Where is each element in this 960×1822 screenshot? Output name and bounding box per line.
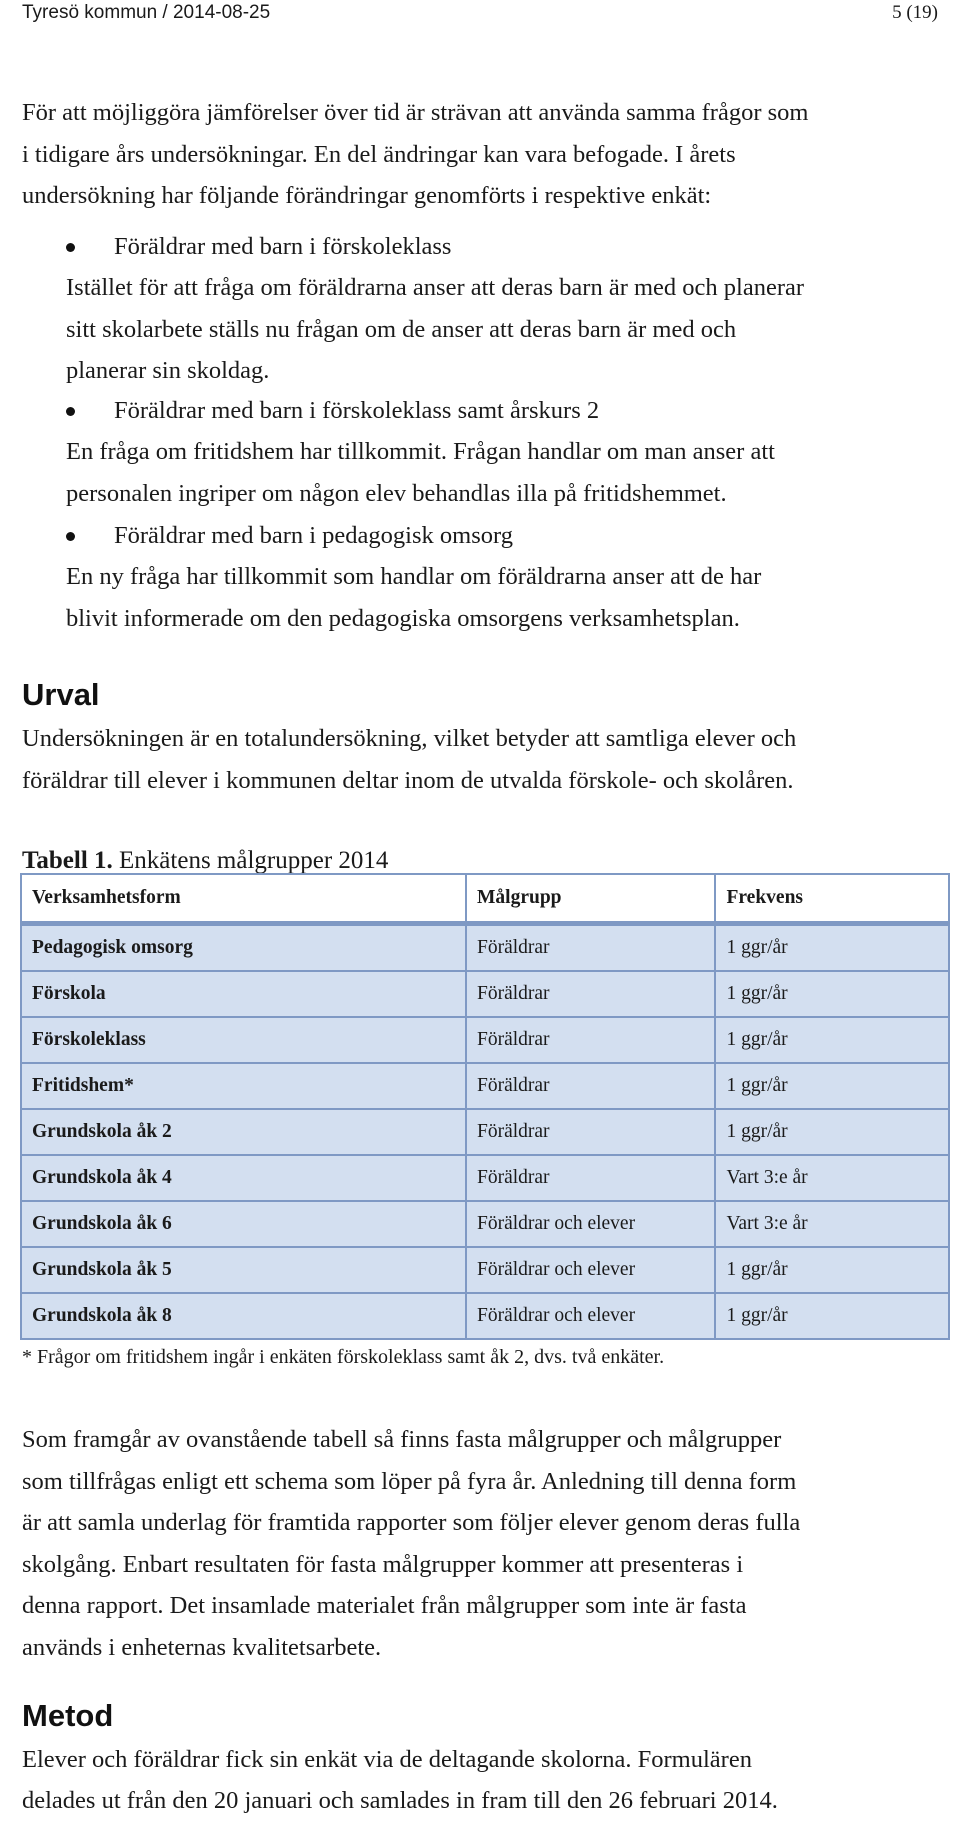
cell-verksamhetsform: Förskola bbox=[21, 971, 466, 1017]
urval-line: föräldrar till elever i kommunen deltar inom de utvalda förskole- och skolåren. bbox=[22, 767, 794, 794]
change-line: Istället för att fråga om föräldrarna anser att deras barn är med och planerar bbox=[66, 274, 805, 301]
body-line: används i enheternas kvalitetsarbete. bbox=[22, 1634, 382, 1661]
cell-frekvens: Vart 3:e år bbox=[715, 1201, 949, 1247]
column-header: Verksamhetsform bbox=[21, 874, 466, 924]
change-line: sitt skolarbete ställs nu frågan om de anser att deras barn är med och bbox=[66, 316, 737, 343]
change-title: Föräldrar med barn i förskoleklass samt årskurs 2 bbox=[114, 397, 600, 424]
body-line: som tillfrågas enligt ett schema som löper på fyra år. Anledning till denna form bbox=[22, 1468, 797, 1495]
table-row bbox=[21, 1017, 949, 1063]
table-caption-text: Enkätens målgrupper 2014 bbox=[112, 847, 389, 874]
cell-verksamhetsform: Fritidshem* bbox=[21, 1063, 466, 1109]
column-header: Målgrupp bbox=[466, 874, 715, 924]
change-title: Föräldrar med barn i förskoleklass bbox=[114, 233, 452, 260]
table-footnote: * Frågor om fritidshem ingår i enkäten förskoleklass samt åk 2, dvs. två enkäter. bbox=[22, 1346, 665, 1368]
table-caption-label: Tabell 1. bbox=[22, 847, 113, 874]
metod-line: Elever och föräldrar fick sin enkät via de deltagande skolorna. Formulären bbox=[22, 1746, 752, 1773]
cell-frekvens: 1 ggr/år bbox=[715, 1017, 949, 1063]
bullet-icon bbox=[66, 532, 75, 541]
section-heading-urval: Urval bbox=[22, 677, 100, 712]
table-row bbox=[21, 1109, 949, 1155]
column-header: Frekvens bbox=[715, 874, 949, 924]
bullet-icon bbox=[66, 243, 75, 252]
header-org-date: Tyresö kommun / 2014-08-25 bbox=[22, 2, 271, 23]
cell-frekvens: 1 ggr/år bbox=[715, 1293, 949, 1339]
metod-line: delades ut från den 20 januari och samlades in fram till den 26 februari 2014. bbox=[22, 1787, 778, 1814]
cell-malgrupp: Föräldrar bbox=[466, 1017, 715, 1063]
body-line: Som framgår av ovanstående tabell så finns fasta målgrupper och målgrupper bbox=[22, 1426, 782, 1453]
cell-frekvens: 1 ggr/år bbox=[715, 971, 949, 1017]
intro-line: För att möjliggöra jämförelser över tid är strävan att använda samma frågor som bbox=[22, 99, 809, 126]
cell-malgrupp: Föräldrar bbox=[466, 1109, 715, 1155]
cell-verksamhetsform: Grundskola åk 8 bbox=[21, 1293, 466, 1339]
body-line: denna rapport. Det insamlade materialet från målgrupper som inte är fasta bbox=[22, 1592, 747, 1619]
change-line: En fråga om fritidshem har tillkommit. Frågan handlar om man anser att bbox=[66, 438, 775, 465]
intro-line: i tidigare års undersökningar. En del ändringar kan vara befogade. I årets bbox=[22, 141, 736, 168]
cell-frekvens: 1 ggr/år bbox=[715, 1063, 949, 1109]
change-line: planerar sin skoldag. bbox=[66, 357, 270, 384]
table-row bbox=[21, 1155, 949, 1201]
page-number: 5 (19) bbox=[892, 2, 938, 23]
table-row bbox=[21, 1063, 949, 1109]
body-line: skolgång. Enbart resultaten för fasta målgrupper kommer att presenteras i bbox=[22, 1551, 744, 1578]
cell-verksamhetsform: Pedagogisk omsorg bbox=[21, 924, 466, 972]
table-caption bbox=[22, 846, 388, 876]
cell-frekvens: 1 ggr/år bbox=[715, 1247, 949, 1293]
cell-verksamhetsform: Grundskola åk 2 bbox=[21, 1109, 466, 1155]
cell-frekvens: 1 ggr/år bbox=[715, 1109, 949, 1155]
cell-malgrupp: Föräldrar bbox=[466, 924, 715, 972]
cell-verksamhetsform: Grundskola åk 5 bbox=[21, 1247, 466, 1293]
cell-malgrupp: Föräldrar bbox=[466, 1155, 715, 1201]
intro-line: undersökning har följande förändringar genomförts i respektive enkät: bbox=[22, 182, 712, 209]
cell-verksamhetsform: Grundskola åk 4 bbox=[21, 1155, 466, 1201]
target-groups-table bbox=[20, 873, 950, 1340]
page-header bbox=[22, 0, 938, 27]
cell-verksamhetsform: Grundskola åk 6 bbox=[21, 1201, 466, 1247]
cell-frekvens: Vart 3:e år bbox=[715, 1155, 949, 1201]
urval-line: Undersökningen är en totalundersökning, vilket betyder att samtliga elever och bbox=[22, 725, 797, 752]
cell-malgrupp: Föräldrar och elever bbox=[466, 1247, 715, 1293]
change-line: blivit informerade om den pedagogiska omsorgens verksamhetsplan. bbox=[66, 605, 740, 632]
table-row bbox=[21, 1201, 949, 1247]
cell-malgrupp: Föräldrar bbox=[466, 971, 715, 1017]
table-row bbox=[21, 971, 949, 1017]
section-heading-metod: Metod bbox=[22, 1698, 114, 1733]
cell-malgrupp: Föräldrar och elever bbox=[466, 1201, 715, 1247]
table-row bbox=[21, 924, 949, 972]
change-title: Föräldrar med barn i pedagogisk omsorg bbox=[114, 522, 513, 549]
cell-malgrupp: Föräldrar bbox=[466, 1063, 715, 1109]
cell-frekvens: 1 ggr/år bbox=[715, 924, 949, 972]
change-line: En ny fråga har tillkommit som handlar om föräldrarna anser att de har bbox=[66, 563, 762, 590]
table-row bbox=[21, 1293, 949, 1339]
table-header-row bbox=[21, 874, 949, 924]
cell-malgrupp: Föräldrar och elever bbox=[466, 1293, 715, 1339]
bullet-icon bbox=[66, 407, 75, 416]
table-row bbox=[21, 1247, 949, 1293]
body-line: är att samla underlag för framtida rapporter som följer elever genom deras fulla bbox=[22, 1509, 801, 1536]
cell-verksamhetsform: Förskoleklass bbox=[21, 1017, 466, 1063]
change-line: personalen ingriper om någon elev behandlas illa på fritidshemmet. bbox=[66, 480, 727, 507]
